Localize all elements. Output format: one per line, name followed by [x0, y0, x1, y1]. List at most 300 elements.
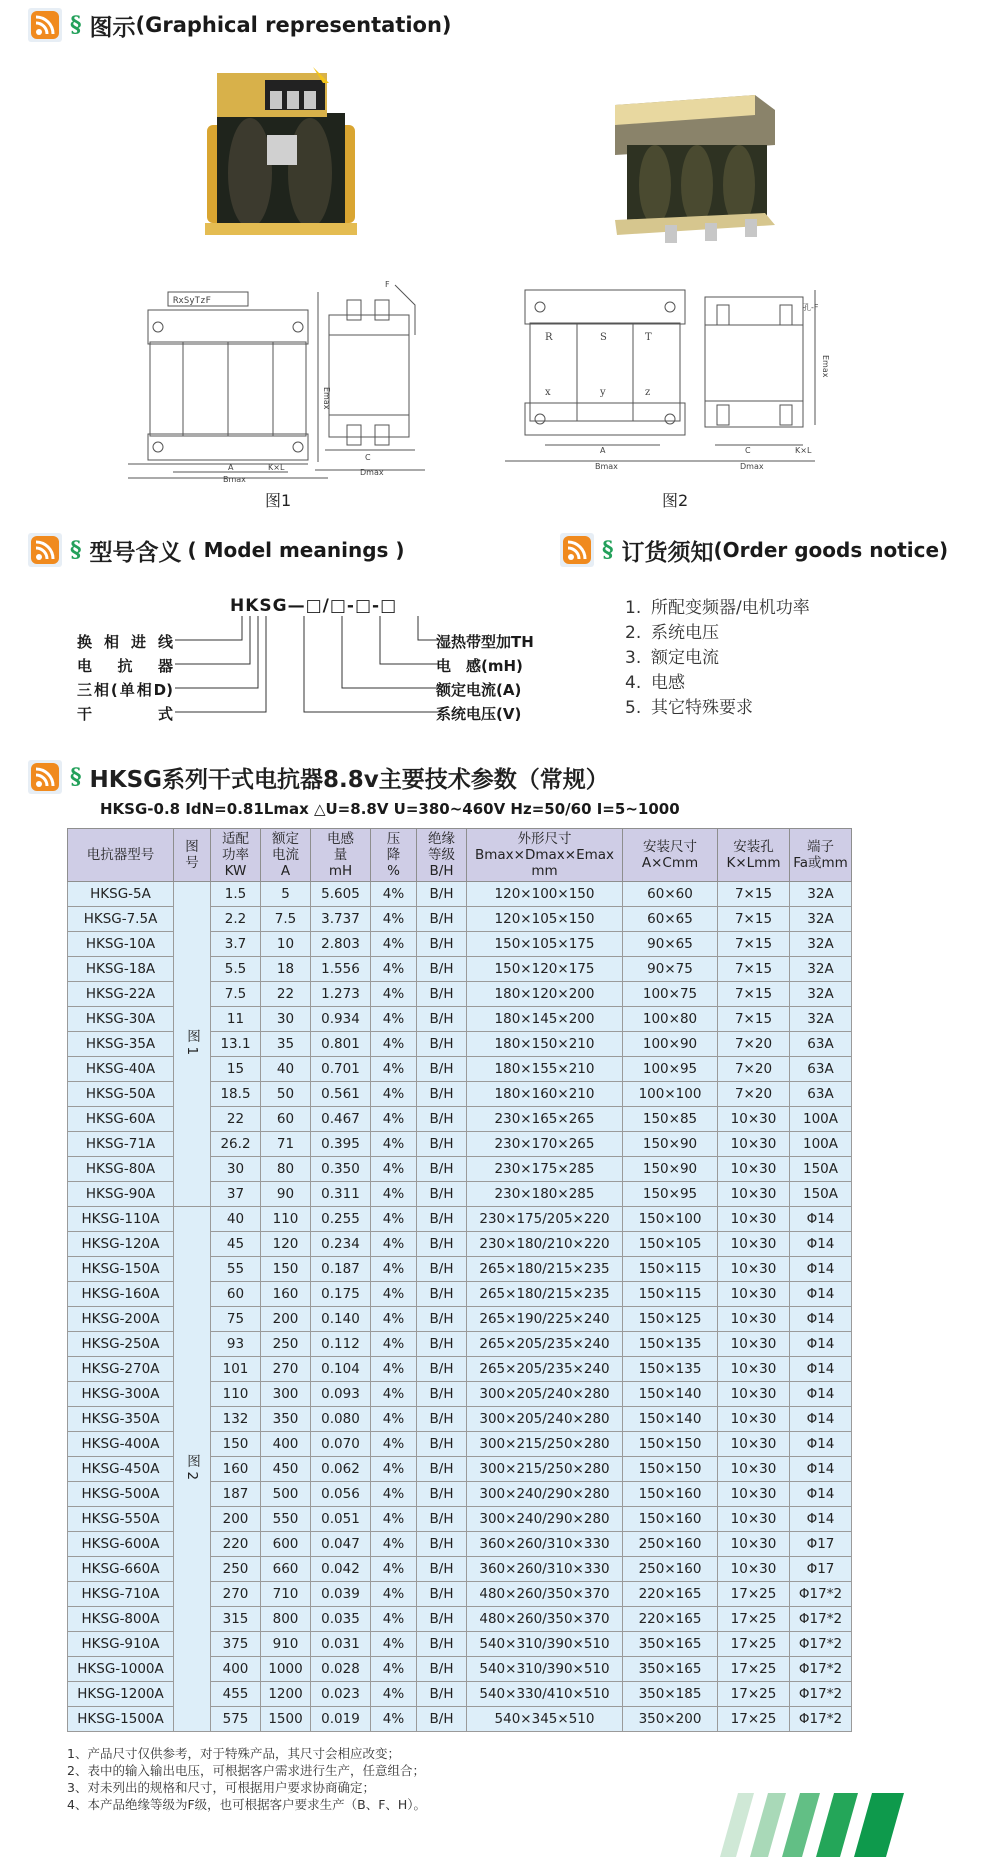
model-cell: HKSG-200A: [68, 1307, 174, 1332]
table-cell: 150×150: [623, 1457, 718, 1482]
table-cell: Φ17*2: [790, 1582, 852, 1607]
table-cell: 0.701: [311, 1057, 371, 1082]
table-cell: 4%: [371, 1307, 417, 1332]
table-header-cell: [311, 829, 371, 882]
table-cell: B/H: [417, 1507, 467, 1532]
model-cell: HKSG-18A: [68, 957, 174, 982]
fig2-dim-Bmax: Bmax: [595, 462, 618, 470]
table-cell: 0.028: [311, 1657, 371, 1682]
table-cell: Φ14: [790, 1332, 852, 1357]
table-cell: 7.5: [261, 907, 311, 932]
model-cell: HKSG-800A: [68, 1607, 174, 1632]
table-cell: 18: [261, 957, 311, 982]
table-cell: B/H: [417, 1632, 467, 1657]
table-cell: 1.556: [311, 957, 371, 982]
table-cell: 160: [261, 1282, 311, 1307]
table-cell: 200: [211, 1507, 261, 1532]
table-cell: 500: [261, 1482, 311, 1507]
table-cell: Φ14: [790, 1457, 852, 1482]
table-cell: 30: [211, 1157, 261, 1182]
model-cell: HKSG-30A: [68, 1007, 174, 1032]
rss-feed-icon: [28, 8, 62, 42]
table-cell: 150×135: [623, 1332, 718, 1357]
table-cell: 150×125: [623, 1307, 718, 1332]
fig2-label-z: z: [645, 387, 651, 398]
table-cell: 910: [261, 1632, 311, 1657]
table-cell: 4%: [371, 1057, 417, 1082]
table-header-cell: [174, 829, 211, 882]
table-cell: 0.801: [311, 1032, 371, 1057]
model-cell: HKSG-22A: [68, 982, 174, 1007]
table-cell: 100×80: [623, 1007, 718, 1032]
table-cell: 150×140: [623, 1407, 718, 1432]
section-title: HKSG系列干式电抗器8.8v主要技术参数（常规）: [89, 766, 609, 793]
table-cell: 90×65: [623, 932, 718, 957]
table-cell: B/H: [417, 932, 467, 957]
footnote: 1、产品尺寸仅供参考，对于特殊产品，其尺寸会相应改变；: [67, 1746, 400, 1761]
model-cell: HKSG-1500A: [68, 1707, 174, 1732]
table-cell: 0.561: [311, 1082, 371, 1107]
table-cell: 32A: [790, 882, 852, 907]
table-cell: 4%: [371, 1207, 417, 1232]
table-cell: 10×30: [718, 1207, 790, 1232]
table-cell: 10×30: [718, 1382, 790, 1407]
table-cell: B/H: [417, 1207, 467, 1232]
table-cell: 10×30: [718, 1532, 790, 1557]
table-cell: 200: [261, 1307, 311, 1332]
table-cell: 0.112: [311, 1332, 371, 1357]
product-photo-1: [195, 55, 365, 255]
fig2-label-R: R: [545, 332, 553, 343]
table-header-cell: [467, 829, 623, 882]
header-line: 压: [386, 831, 401, 847]
table-cell: 50: [261, 1082, 311, 1107]
rss-feed-icon: [28, 533, 62, 567]
table-cell: 7×15: [718, 932, 790, 957]
header-line: 安装尺寸: [643, 839, 697, 855]
table-cell: Φ14: [790, 1307, 852, 1332]
table-cell: 10×30: [718, 1157, 790, 1182]
table-cell: 0.934: [311, 1007, 371, 1032]
model-left-label: 电抗器: [77, 657, 173, 675]
table-cell: Φ14: [790, 1232, 852, 1257]
table-cell: B/H: [417, 1332, 467, 1357]
table-cell: 100×95: [623, 1057, 718, 1082]
table-cell: 110: [261, 1207, 311, 1232]
table-cell: 400: [211, 1657, 261, 1682]
table-cell: 550: [261, 1507, 311, 1532]
table-cell: 250×160: [623, 1532, 718, 1557]
fig2-front-drawing: [505, 285, 715, 470]
table-cell: 90: [261, 1182, 311, 1207]
table-cell: 0.093: [311, 1382, 371, 1407]
table-cell: 300×215/250×280: [467, 1457, 623, 1482]
table-cell: 230×165×265: [467, 1107, 623, 1132]
table-cell: 7×15: [718, 907, 790, 932]
table-cell: 7×20: [718, 1057, 790, 1082]
table-cell: B/H: [417, 982, 467, 1007]
fig2-label-T: T: [645, 332, 652, 343]
model-cell: HKSG-71A: [68, 1132, 174, 1157]
decorative-stripes: [720, 1793, 920, 1863]
model-cell: HKSG-50A: [68, 1082, 174, 1107]
section-mark: §: [602, 537, 614, 563]
table-cell: 150×95: [623, 1182, 718, 1207]
table-cell: 4%: [371, 1657, 417, 1682]
table-cell: 230×180/210×220: [467, 1232, 623, 1257]
table-cell: 0.467: [311, 1107, 371, 1132]
table-cell: 37: [211, 1182, 261, 1207]
model-cell: HKSG-250A: [68, 1332, 174, 1357]
table-cell: 150×90: [623, 1157, 718, 1182]
table-cell: 4%: [371, 1432, 417, 1457]
table-cell: 270: [211, 1582, 261, 1607]
table-cell: 150×140: [623, 1382, 718, 1407]
table-cell: 265×205/235×240: [467, 1332, 623, 1357]
table-cell: B/H: [417, 1432, 467, 1457]
table-cell: 150×115: [623, 1282, 718, 1307]
table-cell: 0.031: [311, 1632, 371, 1657]
table-cell: 22: [211, 1107, 261, 1132]
model-cell: HKSG-7.5A: [68, 907, 174, 932]
table-cell: 10×30: [718, 1182, 790, 1207]
section-subtitle: (Graphical representation): [135, 13, 452, 37]
table-cell: 0.234: [311, 1232, 371, 1257]
table-cell: 4%: [371, 1332, 417, 1357]
model-cell: HKSG-5A: [68, 882, 174, 907]
table-cell: B/H: [417, 1007, 467, 1032]
table-cell: 0.350: [311, 1157, 371, 1182]
table-cell: 360×260/310×330: [467, 1557, 623, 1582]
table-cell: 0.051: [311, 1507, 371, 1532]
table-cell: 63A: [790, 1082, 852, 1107]
table-cell: 4%: [371, 1382, 417, 1407]
header-line: 电抗器型号: [86, 847, 155, 863]
table-cell: B/H: [417, 1157, 467, 1182]
model-left-label: 换相进线: [77, 633, 173, 651]
table-cell: 18.5: [211, 1082, 261, 1107]
table-cell: 455: [211, 1682, 261, 1707]
figure-ref-cell: 图2: [174, 1207, 211, 1732]
table-cell: 230×170×265: [467, 1132, 623, 1157]
table-cell: 4%: [371, 1232, 417, 1257]
table-cell: 4%: [371, 1682, 417, 1707]
header-line: B/H: [429, 863, 454, 879]
table-cell: 4%: [371, 1482, 417, 1507]
table-cell: 540×330/410×510: [467, 1682, 623, 1707]
model-cell: HKSG-500A: [68, 1482, 174, 1507]
table-cell: 7.5: [211, 982, 261, 1007]
table-cell: 150×160: [623, 1482, 718, 1507]
header-line: 额定: [272, 831, 299, 847]
table-cell: 100×90: [623, 1032, 718, 1057]
table-cell: B/H: [417, 1057, 467, 1082]
header-line: 降: [386, 847, 401, 863]
table-cell: 0.056: [311, 1482, 371, 1507]
table-body: [68, 882, 852, 1732]
table-cell: 315: [211, 1607, 261, 1632]
table-cell: 0.019: [311, 1707, 371, 1732]
section-title: 图示: [89, 14, 136, 41]
table-cell: 100×100: [623, 1082, 718, 1107]
table-cell: 15: [211, 1057, 261, 1082]
table-cell: 150: [211, 1432, 261, 1457]
table-cell: 4%: [371, 1157, 417, 1182]
table-cell: 2.803: [311, 932, 371, 957]
order-item: 3. 额定电流: [625, 648, 719, 668]
table-cell: 22: [261, 982, 311, 1007]
table-header-cell: [261, 829, 311, 882]
table-cell: 230×175/205×220: [467, 1207, 623, 1232]
table-cell: 63A: [790, 1057, 852, 1082]
table-cell: 0.023: [311, 1682, 371, 1707]
table-cell: 480×260/350×370: [467, 1582, 623, 1607]
table-cell: 4%: [371, 1607, 417, 1632]
table-cell: Φ14: [790, 1282, 852, 1307]
model-right-label: 电 感(mH): [436, 657, 523, 675]
table-cell: Φ14: [790, 1407, 852, 1432]
table-cell: 30: [261, 1007, 311, 1032]
table-cell: 26.2: [211, 1132, 261, 1157]
dim-A: A: [228, 463, 234, 472]
table-cell: 160: [211, 1457, 261, 1482]
table-cell: 300×205/240×280: [467, 1407, 623, 1432]
model-cell: HKSG-80A: [68, 1157, 174, 1182]
table-cell: 150: [261, 1257, 311, 1282]
table-cell: 7×15: [718, 882, 790, 907]
table-cell: 10×30: [718, 1282, 790, 1307]
table-cell: 10×30: [718, 1432, 790, 1457]
table-cell: 2.2: [211, 907, 261, 932]
model-cell: HKSG-160A: [68, 1282, 174, 1307]
table-cell: 4%: [371, 1407, 417, 1432]
table-cell: 187: [211, 1482, 261, 1507]
table-cell: B/H: [417, 1182, 467, 1207]
header-line: 量: [333, 847, 348, 863]
section-header-model: [28, 533, 405, 567]
table-cell: 0.070: [311, 1432, 371, 1457]
footnote: 3、对未列出的规格和尺寸，可根据用户要求协商确定；: [67, 1780, 375, 1795]
table-cell: 4%: [371, 1282, 417, 1307]
header-line: 等级: [428, 847, 455, 863]
table-cell: 11: [211, 1007, 261, 1032]
table-cell: 4%: [371, 1532, 417, 1557]
table-cell: B/H: [417, 957, 467, 982]
table-cell: 150×120×175: [467, 957, 623, 982]
order-item: 2. 系统电压: [625, 623, 719, 643]
table-cell: Φ14: [790, 1382, 852, 1407]
fig2-side-drawing: [695, 285, 845, 470]
fig2-dim-Emax: Emax: [821, 355, 830, 378]
table-cell: 300: [261, 1382, 311, 1407]
table-cell: B/H: [417, 1382, 467, 1407]
model-left-label: 干式: [77, 705, 173, 723]
table-cell: 250: [261, 1332, 311, 1357]
table-cell: B/H: [417, 1607, 467, 1632]
table-cell: 120×105×150: [467, 907, 623, 932]
header-line: KW: [224, 863, 247, 879]
table-cell: 60: [211, 1282, 261, 1307]
table-cell: 60: [261, 1107, 311, 1132]
section-header-order: [560, 533, 948, 567]
table-cell: 1000: [261, 1657, 311, 1682]
model-right-label: 系统电压(V): [436, 705, 522, 723]
table-cell: 230×180×285: [467, 1182, 623, 1207]
table-cell: 1.273: [311, 982, 371, 1007]
table-cell: 93: [211, 1332, 261, 1357]
dim-Bmax: Bmax: [223, 475, 246, 482]
section-subtitle: ( Model meanings ): [187, 538, 405, 562]
table-cell: 400: [261, 1432, 311, 1457]
table-cell: 540×345×510: [467, 1707, 623, 1732]
header-line: 安装孔: [733, 839, 774, 855]
table-cell: 1200: [261, 1682, 311, 1707]
model-left-label: 三相(单相D): [77, 681, 173, 699]
table-cell: Φ17*2: [790, 1657, 852, 1682]
table-cell: B/H: [417, 1407, 467, 1432]
table-cell: Φ14: [790, 1207, 852, 1232]
fig2-dim-Dmax: Dmax: [740, 462, 764, 470]
table-cell: 5.605: [311, 882, 371, 907]
table-cell: 350×165: [623, 1632, 718, 1657]
table-cell: 0.187: [311, 1257, 371, 1282]
table-cell: 150×85: [623, 1107, 718, 1132]
table-cell: 4%: [371, 1132, 417, 1157]
section-title: 型号含义: [89, 539, 182, 566]
table-header-cell: [790, 829, 852, 882]
model-cell: HKSG-40A: [68, 1057, 174, 1082]
model-cell: HKSG-90A: [68, 1182, 174, 1207]
table-cell: 4%: [371, 1182, 417, 1207]
table-cell: 40: [261, 1057, 311, 1082]
table-cell: 0.175: [311, 1282, 371, 1307]
table-cell: 180×160×210: [467, 1082, 623, 1107]
table-cell: 10×30: [718, 1482, 790, 1507]
table-header-cell: [68, 829, 174, 882]
section-mark: §: [70, 537, 82, 563]
fig2-dim-KL: K×L: [795, 446, 812, 455]
table-cell: 250: [211, 1557, 261, 1582]
dim-KL: K×L: [268, 463, 285, 472]
table-row: [68, 1207, 852, 1232]
table-cell: 7×20: [718, 1082, 790, 1107]
table-cell: 120: [261, 1232, 311, 1257]
fig2-dim-C: C: [745, 446, 751, 455]
table-cell: B/H: [417, 1232, 467, 1257]
table-cell: 63A: [790, 1032, 852, 1057]
table-cell: B/H: [417, 1582, 467, 1607]
table-cell: Φ17*2: [790, 1707, 852, 1732]
table-cell: 4%: [371, 1082, 417, 1107]
table-cell: B/H: [417, 1357, 467, 1382]
fig2-label-y: y: [600, 387, 606, 398]
dim-Dmax: Dmax: [360, 468, 384, 475]
table-cell: 4%: [371, 907, 417, 932]
table-cell: 75: [211, 1307, 261, 1332]
table-cell: 110: [211, 1382, 261, 1407]
table-cell: 0.255: [311, 1207, 371, 1232]
table-cell: 150×105: [623, 1232, 718, 1257]
table-cell: 265×205/235×240: [467, 1357, 623, 1382]
model-connector-lines: [170, 614, 440, 714]
table-cell: 150×135: [623, 1357, 718, 1382]
table-cell: 540×310/390×510: [467, 1632, 623, 1657]
model-cell: HKSG-1200A: [68, 1682, 174, 1707]
table-cell: 4%: [371, 882, 417, 907]
fig2-dim-A: A: [600, 446, 606, 455]
table-cell: 132: [211, 1407, 261, 1432]
table-cell: 80: [261, 1157, 311, 1182]
header-line: 电感: [327, 831, 354, 847]
section-mark: §: [70, 12, 82, 38]
table-cell: 4%: [371, 1582, 417, 1607]
section-mark: §: [70, 764, 82, 790]
table-cell: 300×215/250×280: [467, 1432, 623, 1457]
table-cell: 0.035: [311, 1607, 371, 1632]
table-cell: 90×75: [623, 957, 718, 982]
table-cell: 13.1: [211, 1032, 261, 1057]
table-cell: 4%: [371, 1632, 417, 1657]
header-line: 图: [185, 839, 199, 855]
table-cell: 265×180/215×235: [467, 1282, 623, 1307]
fig2-label-S: S: [600, 332, 607, 343]
table-cell: 32A: [790, 907, 852, 932]
model-cell: HKSG-450A: [68, 1457, 174, 1482]
table-cell: B/H: [417, 1557, 467, 1582]
model-cell: HKSG-120A: [68, 1232, 174, 1257]
table-cell: Φ17*2: [790, 1682, 852, 1707]
table-cell: Φ17*2: [790, 1632, 852, 1657]
model-cell: HKSG-710A: [68, 1582, 174, 1607]
table-cell: Φ14: [790, 1257, 852, 1282]
table-cell: 5: [261, 882, 311, 907]
table-cell: 600: [261, 1532, 311, 1557]
table-cell: 180×145×200: [467, 1007, 623, 1032]
model-cell: HKSG-110A: [68, 1207, 174, 1232]
fig1-side-drawing: [315, 275, 435, 475]
table-cell: 660: [261, 1557, 311, 1582]
footnote: 2、表中的输入输出电压，可根据客户需求进行生产，任意组合；: [67, 1763, 425, 1778]
table-cell: 350: [261, 1407, 311, 1432]
table-cell: 150×100: [623, 1207, 718, 1232]
table-cell: 3.737: [311, 907, 371, 932]
table-cell: 32A: [790, 957, 852, 982]
table-cell: B/H: [417, 1282, 467, 1307]
section-subtitle: (Order goods notice): [713, 538, 949, 562]
table-cell: 0.080: [311, 1407, 371, 1432]
table-cell: 4%: [371, 957, 417, 982]
table-cell: Φ14: [790, 1357, 852, 1382]
table-cell: 480×260/350×370: [467, 1607, 623, 1632]
table-cell: 360×260/310×330: [467, 1532, 623, 1557]
table-cell: 150×90: [623, 1132, 718, 1157]
table-cell: 4%: [371, 1007, 417, 1032]
footnotes: [67, 1745, 426, 1813]
order-item: 4. 电感: [625, 673, 685, 693]
header-line: A: [280, 863, 291, 879]
table-cell: 32A: [790, 982, 852, 1007]
table-cell: 180×155×210: [467, 1057, 623, 1082]
table-cell: 10: [261, 932, 311, 957]
table-cell: 5.5: [211, 957, 261, 982]
table-cell: 71: [261, 1132, 311, 1157]
section-header-graphic: [28, 8, 452, 42]
model-right-label: 湿热带型加TH: [436, 633, 534, 651]
model-cell: HKSG-10A: [68, 932, 174, 957]
fig2-label-x: x: [545, 387, 551, 398]
table-cell: B/H: [417, 1682, 467, 1707]
header-line: 端子: [807, 839, 834, 855]
